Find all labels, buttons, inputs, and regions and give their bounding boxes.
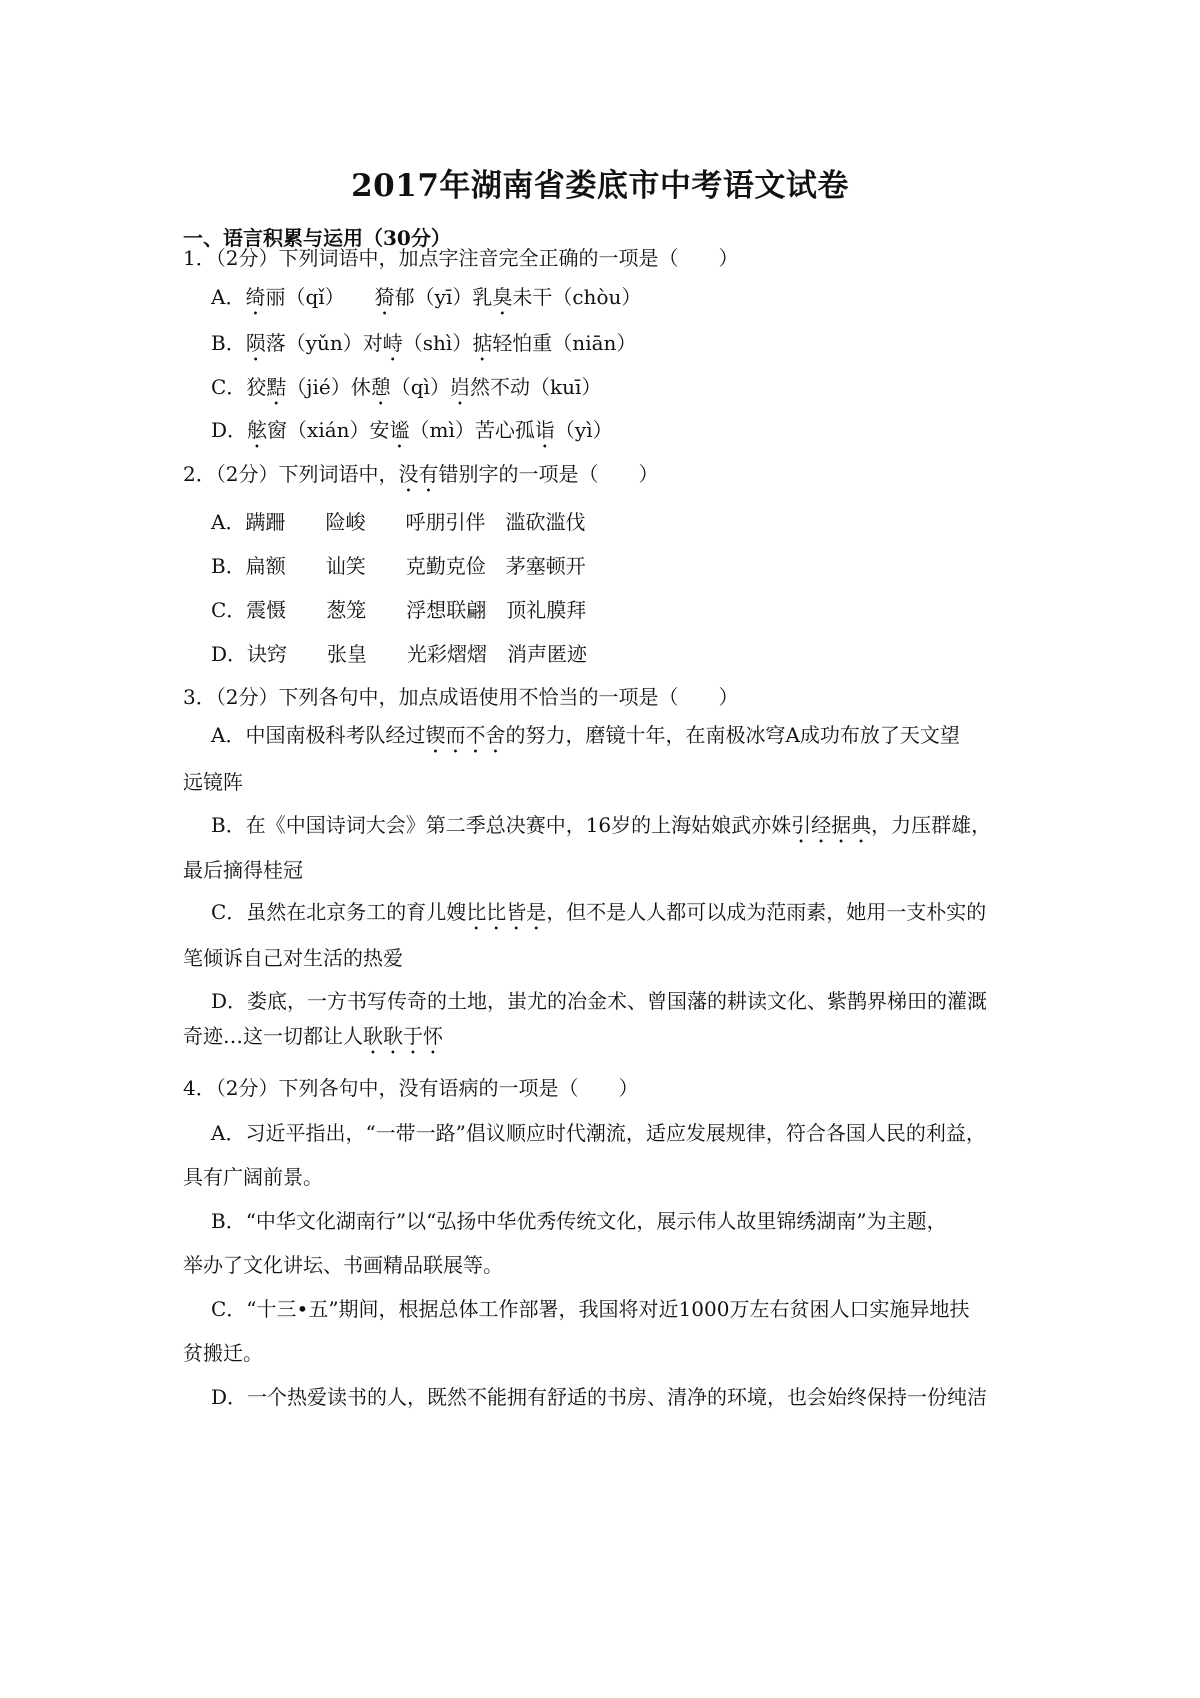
question-1-option-d: D．舷窗（xián）安谧（mì）苦心孤诣（yì） <box>211 418 613 442</box>
question-2-stem: 2．（2分）下列词语中，没有错别字的一项是（ ） <box>183 462 659 486</box>
question-4-option-b: B．“中华文化湖南行”以“弘扬中华优秀传统文化，展示伟人故里锦绣湖南”为主题， <box>211 1209 947 1233</box>
question-4-option-b-cont: 举办了文化讲坛、书画精品联展等。 <box>183 1253 503 1277</box>
question-1-option-c: C．狡黠（jié）休憩（qì）岿然不动（kuī） <box>211 375 602 399</box>
question-3-option-c: C．虽然在北京务工的育儿嫂比比皆是，但不是人人都可以成为范雨素，她用一支朴实的 <box>211 900 987 924</box>
page-title: 2017年湖南省娄底市中考语文试卷 <box>351 168 849 204</box>
question-3-option-d: D．娄底，一方书写传奇的土地，蚩尤的冶金术、曾国藩的耕读文化、紫鹊界梯田的灌溉 <box>211 989 988 1013</box>
question-2-option-c: C．震慑 葱笼 浮想联翩 顶礼膜拜 <box>211 598 587 622</box>
question-4-option-c: C．“十三•五”期间，根据总体工作部署，我国将对近1000万左右贫困人口实施异地扶 <box>211 1297 970 1321</box>
question-2-option-d: D．诀窍 张皇 光彩熠熠 消声匿迹 <box>211 642 588 666</box>
question-1-stem: 1．（2分）下列词语中，加点字注音完全正确的一项是（ ） <box>183 246 739 270</box>
question-3-option-d-cont: 奇迹…这一切都让人耿耿于怀 <box>183 1024 443 1048</box>
question-3-option-b: B．在《中国诗词大会》第二季总决赛中，16岁的上海姑娘武亦姝引经据典，力压群雄， <box>211 813 992 837</box>
question-2-option-b: B．扁额 讪笑 克勤克俭 茅塞顿开 <box>211 554 586 578</box>
question-4-option-a: A．习近平指出，“一带一路”倡议顺应时代潮流，适应发展规律，符合各国人民的利益， <box>211 1121 986 1145</box>
question-1-option-b: B．陨落（yǔn）对峙（shì）掂轻怕重（niān） <box>211 331 637 355</box>
section-heading: 一、语言积累与运用（30分） <box>183 226 451 250</box>
question-3-option-b-cont: 最后摘得桂冠 <box>183 858 303 882</box>
question-4-option-a-cont: 具有广阔前景。 <box>183 1165 323 1189</box>
question-2-option-a: A．蹒跚 险峻 呼朋引伴 滥砍滥伐 <box>211 510 586 534</box>
question-4-option-d: D．一个热爱读书的人，既然不能拥有舒适的书房、清净的环境，也会始终保持一份纯洁 <box>211 1385 988 1409</box>
question-3-stem: 3．（2分）下列各句中，加点成语使用不恰当的一项是（ ） <box>183 685 739 709</box>
question-3-option-a: A．中国南极科考队经过锲而不舍的努力，磨镜十年，在南极冰穹A成功布放了天文望 <box>211 723 960 747</box>
question-1-option-a: A．绮丽（qǐ） 猗郁（yī）乳臭未干（chòu） <box>211 285 642 309</box>
question-4-stem: 4．（2分）下列各句中，没有语病的一项是（ ） <box>183 1076 639 1100</box>
question-3-option-c-cont: 笔倾诉自己对生活的热爱 <box>183 946 403 970</box>
question-4-option-c-cont: 贫搬迁。 <box>183 1341 263 1365</box>
question-3-option-a-cont: 远镜阵 <box>183 770 243 794</box>
